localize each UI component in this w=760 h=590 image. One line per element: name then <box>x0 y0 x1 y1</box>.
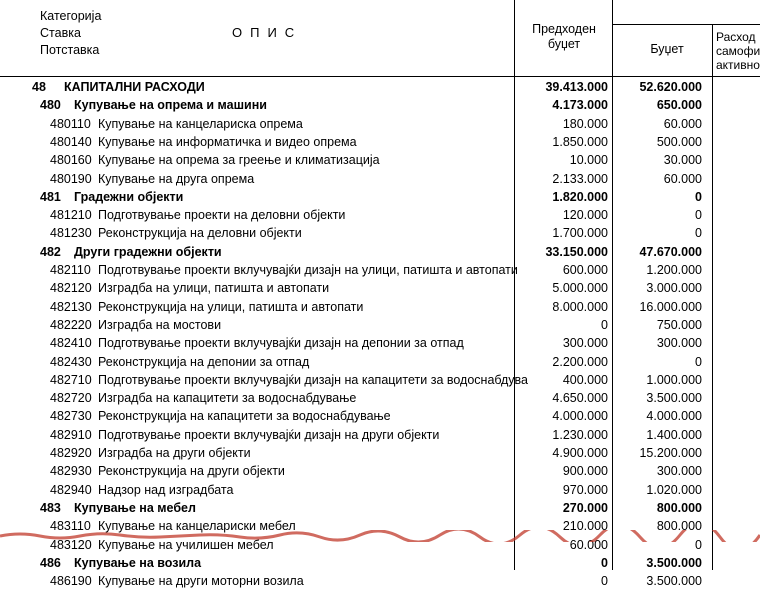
row-description: Подготвување проекти вклучувајќи дизајн на депонии за отпад <box>98 336 464 351</box>
row-budget: 3.500.000 <box>646 391 702 406</box>
row-budget: 3.500.000 <box>646 574 702 589</box>
table-row <box>0 334 760 352</box>
header-label-category: Категорија <box>40 9 102 23</box>
row-code: 482 <box>40 244 61 259</box>
row-description: Купување на канцелариска опрема <box>98 116 303 131</box>
table-row <box>0 243 760 261</box>
row-description: Купување на опрема и машини <box>74 98 267 113</box>
header-labels <box>40 8 101 59</box>
row-code: 483120 <box>50 537 92 552</box>
row-previous-budget: 10.000 <box>569 153 608 168</box>
table-header <box>0 0 760 80</box>
row-previous-budget: 1.230.000 <box>552 427 608 442</box>
row-budget: 60.000 <box>663 116 702 131</box>
header-previous-budget <box>516 22 612 52</box>
row-description: Реконструкција на улици, патишта и автопати <box>98 299 364 314</box>
header-bottom-rule <box>0 76 760 77</box>
row-code: 481230 <box>50 226 92 241</box>
row-description: Реконструкција на други објекти <box>98 464 285 479</box>
header-self-financing <box>716 30 760 72</box>
row-code: 482910 <box>50 427 92 442</box>
row-description: Подготвување проекти на деловни објекти <box>98 208 346 223</box>
header-self-financing-line2: самофи <box>716 44 760 58</box>
row-budget: 0 <box>695 354 702 369</box>
row-previous-budget: 1.700.000 <box>552 226 608 241</box>
row-description: Изградба на други објекти <box>98 446 251 460</box>
row-budget: 3.500.000 <box>646 555 702 570</box>
header-self-financing-line1: Расход <box>716 30 756 44</box>
row-previous-budget: 180.000 <box>562 116 608 131</box>
row-previous-budget: 4.900.000 <box>552 446 608 460</box>
row-code: 482720 <box>50 391 92 406</box>
row-budget: 650.000 <box>656 98 702 113</box>
table-row <box>0 133 760 151</box>
row-description: Купување на друга опрема <box>98 171 255 186</box>
row-description: Купување на канцелариски мебел <box>98 519 296 534</box>
row-previous-budget: 0 <box>601 574 608 589</box>
row-description: Други градежни објекти <box>74 244 222 259</box>
header-budget: Буџет <box>650 42 684 56</box>
table-row <box>0 298 760 316</box>
row-code: 480160 <box>50 153 92 168</box>
row-code: 482220 <box>50 317 92 332</box>
row-previous-budget: 600.000 <box>562 263 608 277</box>
row-previous-budget: 39.413.000 <box>545 80 608 94</box>
row-budget: 47.670.000 <box>639 244 702 259</box>
row-description: Подготвување проекти вклучувајќи дизајн на капацитети за водоснабдува <box>98 372 528 387</box>
row-budget: 1.020.000 <box>646 482 702 497</box>
table-row <box>0 224 760 242</box>
row-budget: 1.200.000 <box>646 263 702 277</box>
row-code: 482930 <box>50 464 92 479</box>
row-description: Подготвување проекти вклучувајќи дизајн на улици, патишта и автопати <box>98 263 518 277</box>
table-row <box>0 188 760 206</box>
row-description: Изградба на мостови <box>98 317 222 332</box>
table-row <box>0 96 760 114</box>
row-code: 483110 <box>50 519 91 534</box>
row-code: 480190 <box>50 171 92 186</box>
table-row <box>0 151 760 169</box>
row-previous-budget: 300.000 <box>562 336 608 351</box>
table-row <box>0 316 760 334</box>
row-code: 481 <box>40 189 61 204</box>
row-budget: 300.000 <box>656 464 702 479</box>
row-budget: 52.620.000 <box>639 80 702 94</box>
table-row <box>0 170 760 188</box>
header-self-financing-line3: активно <box>716 58 760 72</box>
table-row <box>0 499 760 517</box>
row-previous-budget: 4.173.000 <box>552 98 608 113</box>
row-previous-budget: 8.000.000 <box>552 299 608 314</box>
row-description: Подготвување проекти вклучувајќи дизајн на други објекти <box>98 427 440 442</box>
row-previous-budget: 2.200.000 <box>552 354 608 369</box>
row-code: 483 <box>40 500 61 515</box>
row-budget: 15.200.000 <box>639 446 702 460</box>
header-label-item: Ставка <box>40 26 81 40</box>
row-code: 482410 <box>50 336 92 351</box>
row-budget: 0 <box>695 208 702 223</box>
row-code: 482110 <box>50 263 91 277</box>
row-code: 482940 <box>50 482 92 497</box>
header-previous-budget-line2: буџет <box>547 37 581 51</box>
row-budget: 30.000 <box>663 153 702 168</box>
row-description: Изградба на капацитети за водоснабдување <box>98 391 357 406</box>
table-row <box>0 261 760 279</box>
row-budget: 0 <box>695 226 702 241</box>
row-code: 482430 <box>50 354 92 369</box>
row-code: 480140 <box>50 134 92 149</box>
row-code: 482710 <box>50 372 92 387</box>
row-code: 482730 <box>50 409 92 424</box>
row-budget: 16.000.000 <box>639 299 702 314</box>
table-row <box>0 389 760 407</box>
row-previous-budget: 210.000 <box>562 519 608 534</box>
table-row <box>0 407 760 425</box>
table-row <box>0 371 760 389</box>
header-label-subitem: Потставка <box>40 43 100 57</box>
row-description: Градежни објекти <box>74 189 184 204</box>
row-budget: 1.400.000 <box>646 427 702 442</box>
row-description: Изградба на улици, патишта и автопати <box>98 281 330 296</box>
row-budget: 500.000 <box>656 134 702 149</box>
row-previous-budget: 0 <box>601 317 608 332</box>
row-code: 486190 <box>50 574 92 589</box>
row-previous-budget: 4.650.000 <box>552 391 608 406</box>
row-budget: 0 <box>695 189 702 204</box>
row-description: Купување на опрема за греење и климатизација <box>98 153 380 168</box>
row-description: Купување на други моторни возила <box>98 574 304 589</box>
table-row <box>0 115 760 133</box>
row-budget: 0 <box>695 537 702 552</box>
row-previous-budget: 60.000 <box>569 537 608 552</box>
row-budget: 750.000 <box>656 317 702 332</box>
torn-edge <box>0 530 760 542</box>
row-description: Реконструкција на капацитети за водоснабдување <box>98 409 391 424</box>
row-budget: 800.000 <box>656 500 702 515</box>
header-opis: ОПИС <box>232 25 303 40</box>
row-code: 482920 <box>50 446 92 460</box>
row-previous-budget: 120.000 <box>562 208 608 223</box>
row-code: 480110 <box>50 116 91 131</box>
row-previous-budget: 2.133.000 <box>552 171 608 186</box>
row-code: 480 <box>40 98 61 113</box>
row-previous-budget: 1.820.000 <box>552 189 608 204</box>
row-description: Купување на возила <box>74 555 202 570</box>
row-previous-budget: 970.000 <box>562 482 608 497</box>
row-previous-budget: 0 <box>601 555 608 570</box>
row-description: Купување на мебел <box>74 500 196 515</box>
table-row <box>0 554 760 572</box>
row-budget: 300.000 <box>656 336 702 351</box>
table-row <box>0 206 760 224</box>
table-row <box>0 444 760 462</box>
table-row <box>0 572 760 590</box>
row-description: Купување на информатичка и видео опрема <box>98 134 357 149</box>
row-budget: 3.000.000 <box>646 281 702 296</box>
row-budget: 800.000 <box>656 519 702 534</box>
table-row <box>0 426 760 444</box>
row-previous-budget: 33.150.000 <box>545 244 608 259</box>
header-previous-budget-line1: Предходен <box>532 22 596 36</box>
row-previous-budget: 270.000 <box>562 500 608 515</box>
row-previous-budget: 900.000 <box>562 464 608 479</box>
row-code: 48 <box>32 80 46 94</box>
row-code: 482120 <box>50 281 92 296</box>
row-code: 486 <box>40 555 61 570</box>
row-code: 482130 <box>50 299 92 314</box>
row-previous-budget: 400.000 <box>562 372 608 387</box>
row-previous-budget: 4.000.000 <box>552 409 608 424</box>
row-description: Купување на училишен мебел <box>98 537 274 552</box>
row-budget: 4.000.000 <box>646 409 702 424</box>
table-row <box>0 481 760 499</box>
row-budget: 60.000 <box>663 171 702 186</box>
row-previous-budget: 5.000.000 <box>552 281 608 296</box>
row-description: КАПИТАЛНИ РАСХОДИ <box>64 80 205 94</box>
table-row <box>0 279 760 297</box>
row-description: Надзор над изградбата <box>98 482 234 497</box>
row-description: Реконструкција на деловни објекти <box>98 226 302 241</box>
row-code: 481210 <box>50 208 92 223</box>
row-previous-budget: 1.850.000 <box>552 134 608 149</box>
row-budget: 1.000.000 <box>646 372 702 387</box>
table-row <box>0 78 760 96</box>
row-description: Реконструкција на депонии за отпад <box>98 354 310 369</box>
table-row <box>0 353 760 371</box>
table-row <box>0 462 760 480</box>
header-divider <box>612 24 760 25</box>
